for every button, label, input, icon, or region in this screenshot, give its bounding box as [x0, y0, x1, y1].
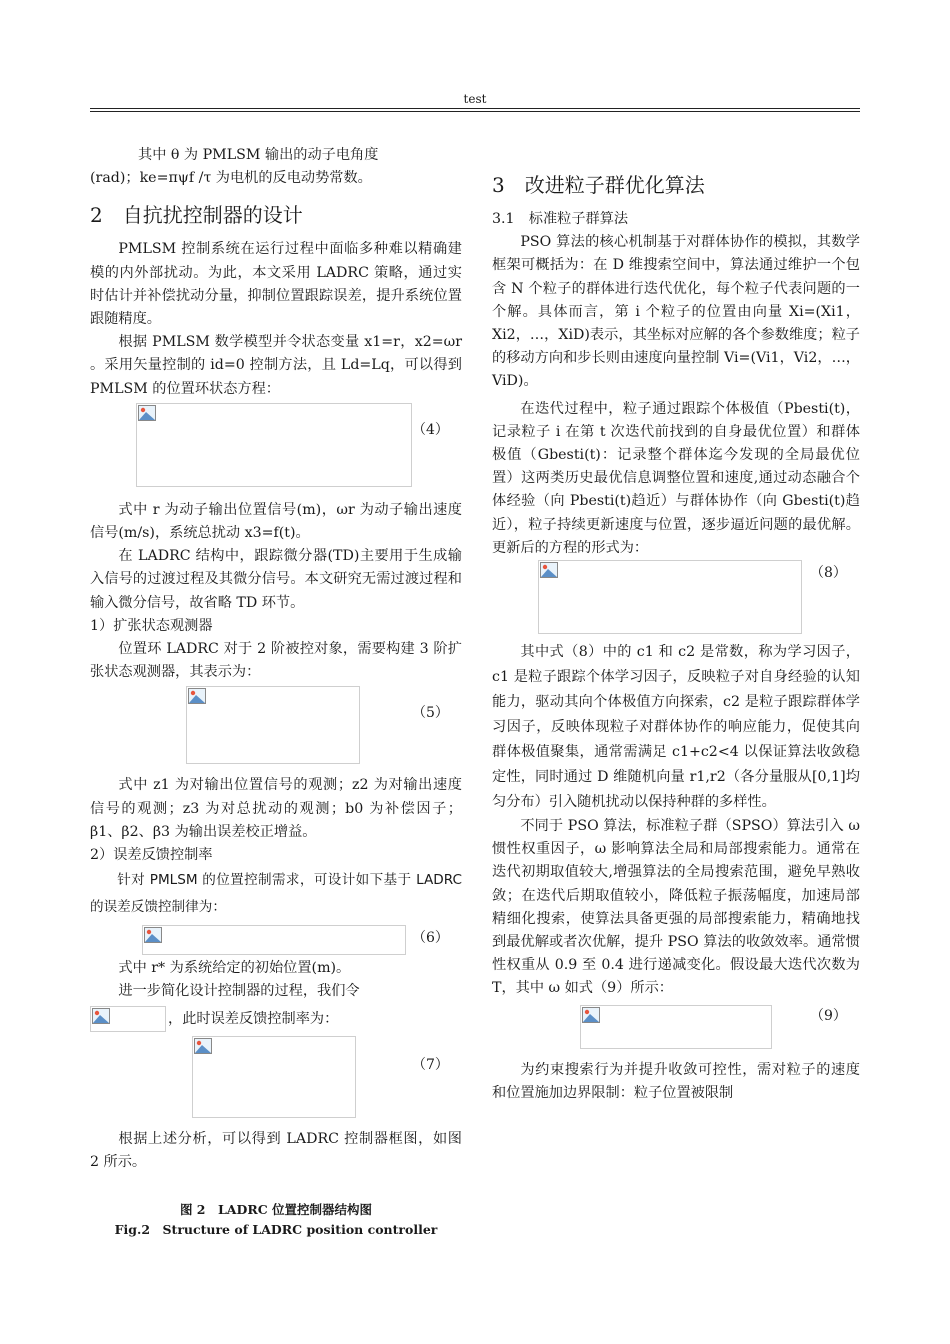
- equation-8: [492, 560, 860, 640]
- figure-caption-en: Fig.2 Structure of LADRC position controller: [114, 1222, 438, 1238]
- section-2-title: 2 自抗扰控制器的设计: [90, 203, 303, 228]
- equation-number: （9）: [810, 1007, 847, 1024]
- paragraph: 位置环 LADRC 对于 2 阶被控对象，需要构建 3 阶扩张状态观测器，其表示为：: [90, 641, 462, 681]
- paragraph: 根据 PMLSM 数学模型并令状态变量 x1=r，x2=ωr 。采用矢量控制的 id=0 控制方法，且 Ld=Lq，可以得到 PMLSM 的位置环状态方程：: [90, 334, 462, 397]
- equation-number: （5）: [412, 705, 449, 722]
- paragraph: 式中 r* 为系统给定的初始位置(m)。: [118, 960, 351, 977]
- right-column: [492, 140, 860, 1105]
- equation-4: [90, 401, 462, 493]
- intro-line-2: (rad)；ke=πψf /τ 为电机的反电动势常数。: [90, 170, 372, 187]
- equation-6: [90, 921, 462, 957]
- left-column: [90, 140, 462, 1240]
- subsection-2-title: 2）误差反馈控制率: [90, 847, 213, 864]
- broken-image-icon: [92, 1008, 110, 1024]
- equation-image: [136, 403, 412, 487]
- paragraph: 式中 r 为动子输出位置信号(m)，ωr 为动子输出速度信号(m/s)，系统总扰动 x3=f(t)。: [90, 501, 462, 542]
- broken-image-icon: [194, 1038, 212, 1054]
- broken-image-icon: [582, 1007, 600, 1023]
- broken-image-icon: [138, 405, 156, 421]
- paragraph: PMLSM 控制系统在运行过程中面临多种难以精确建模的内外部扰动。为此，本文采用 LADRC 策略，通过实时估计并补偿扰动分量，抑制位置跟踪误差，提升系统位置跟随精度。: [90, 241, 462, 328]
- running-header: test: [463, 92, 487, 106]
- broken-image-icon: [540, 562, 558, 578]
- equation-7: [90, 1034, 462, 1122]
- paragraph: 为约束搜索行为并提升收敛可控性，需对粒子的速度和位置施加边界限制：粒子位置被限制: [492, 1061, 860, 1101]
- equation-image: [142, 925, 406, 955]
- equation-5: [90, 684, 462, 770]
- equation-9: [492, 1001, 860, 1053]
- equation-image: [538, 560, 802, 634]
- paragraph: 其中式（8）中的 c1 和 c2 是常数，称为学习因子，c1 是粒子跟踪个体学习因子，反映粒子对自身经验的认知能力，驱动其向个体极值方向探索，c2 是粒子跟踪群体学习因子，反映体现粒子对群体协作的响应能力，促使其向群体极值聚集，通常需满足 c1+c2<4 以保证算法收敛稳定性，同时通过 D 维随机向量 r1,r2（各分量服从[0,1]均匀分布）引入随机扰动以保持种群的多样性。: [492, 644, 860, 811]
- paragraph: 针对 PMLSM 的位置控制需求，可设计如下基于 LADRC 的误差反馈控制律为：: [90, 872, 462, 916]
- equation-image: [580, 1005, 772, 1049]
- section-3-1-title: 3.1 标准粒子群算法: [492, 211, 629, 227]
- inline-equation-image: [90, 1006, 166, 1032]
- header-rule: [90, 108, 860, 109]
- paragraph: 在 LADRC 结构中，跟踪微分器(TD)主要用于生成输入信号的过渡过程及其微分信号。本文研究无需过渡过程和输入微分信号，故省略 TD 环节。: [90, 548, 462, 611]
- header-rule-thin: [90, 111, 860, 112]
- intro-line-1: 其中 θ 为 PMLSM 输出的动子电角度: [138, 147, 379, 163]
- paragraph: 在迭代过程中，粒子通过跟踪个体极值（Pbesti(t)，记录粒子 i 在第 t 次迭代前找到的自身最优位置）和群体极值（Gbesti(t)：记录整个群体迄今发现的全局最优位置）这两类历史最优信息调整位置和速度,通过动态融合个体经验（向 Pbesti(t)趋近）与群体协作（向 Gbesti(t)趋近），粒子持续更新速度与位置，逐步逼近问题的最优解。更新后的方程的形式为：: [492, 400, 860, 556]
- section-3-title: 3 改进粒子群优化算法: [492, 173, 705, 197]
- paragraph: 根据上述分析，可以得到 LADRC 控制器框图，如图 2 所示。: [90, 1130, 462, 1170]
- figure-caption-cn: 图 2 LADRC 位置控制器结构图: [179, 1202, 373, 1218]
- equation-image: [192, 1036, 356, 1118]
- subsection-1-title: 1）扩张状态观测器: [90, 617, 213, 634]
- inline-equation-line: [90, 1004, 462, 1034]
- broken-image-icon: [188, 688, 206, 704]
- paragraph: PSO 算法的核心机制基于对群体协作的模拟，其数学框架可概括为：在 D 维搜索空间中，算法通过维护一个包含 N 个粒子的群体进行迭代优化，每个粒子代表问题的一个解。具体而言，第 i 个粒子的位置由向量 Xi=(Xi1，Xi2，…，XiD)表示，其坐标对应解的各个参数维度；粒子的移动方向和步长则由速度向量控制 Vi=(Vi1，Vi2，…，ViD)。: [492, 234, 860, 390]
- equation-number: （4）: [412, 421, 449, 438]
- equation-number: （8）: [810, 565, 847, 582]
- equation-number: （6）: [412, 930, 449, 947]
- equation-number: （7）: [412, 1056, 449, 1073]
- paragraph: 进一步简化设计控制器的过程，我们令: [118, 983, 360, 1000]
- inline-text: ，此时误差反馈控制率为：: [168, 1010, 339, 1027]
- equation-image: [186, 686, 360, 764]
- broken-image-icon: [144, 927, 162, 943]
- paragraph: 不同于 PSO 算法，标准粒子群（SPSO）算法引入 ω 惯性权重因子，ω 影响算法全局和局部搜索能力。通常在迭代初期取值较大,增强算法的全局搜索范围，避免早熟收敛；在迭代后期取值较小，降低粒子振荡幅度，加速局部精细化搜索，使算法具备更强的局部搜索能力，精确地找到最优解或者次优解，提升 PSO 算法的收敛效率。通常惯性权重从 0.9 至 0.4 进行递减变化。假设最大迭代次数为 T，其中 ω 如式（9）所示：: [492, 818, 860, 997]
- paragraph: 式中 z1 为对输出位置信号的观测；z2 为对输出速度信号的观测；z3 为对总扰动的观测；b0 为补偿因子；β1、β2、β3 为输出误差校正增益。: [90, 777, 462, 840]
